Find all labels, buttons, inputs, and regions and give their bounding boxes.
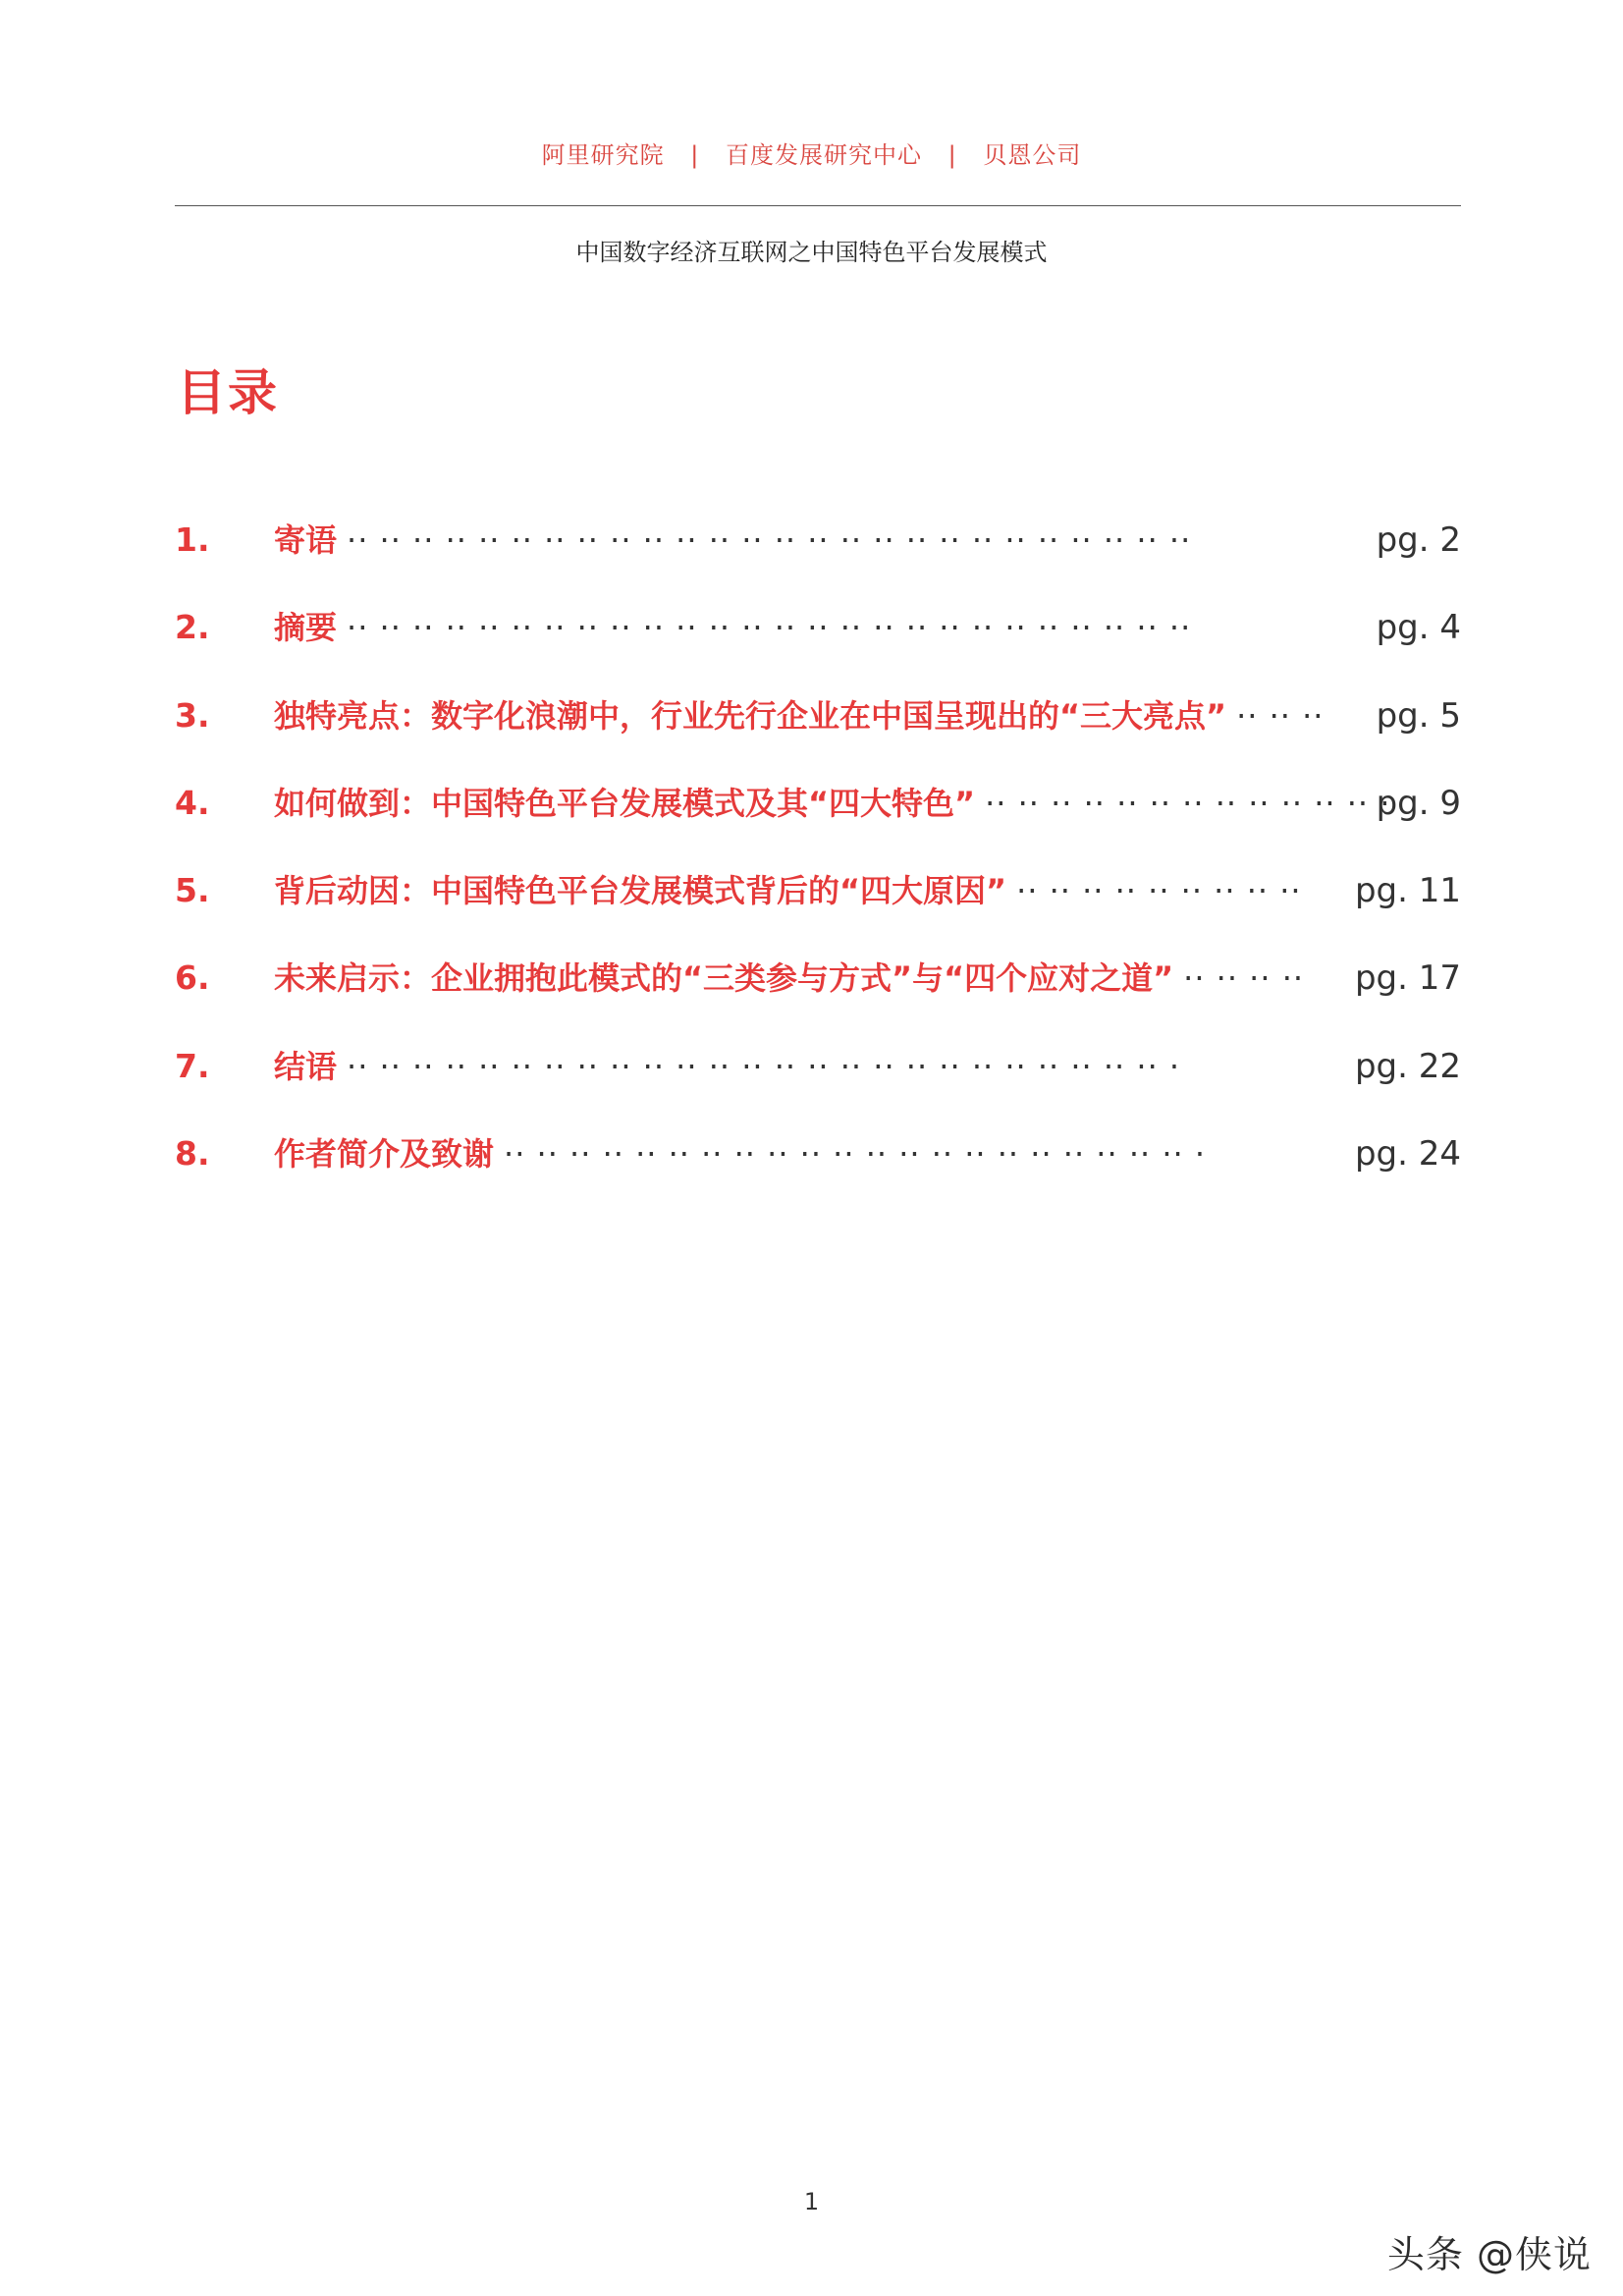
toc-item-page: pg. 22 (1354, 1046, 1461, 1086)
toc-item[interactable] (175, 861, 1461, 949)
header-organizations (0, 136, 1623, 170)
toc-item-label: 背后动因：中国特色平台发展模式背后的“四大原因” ·· ·· ·· ·· ·· ·· ·· ·· ·· (274, 872, 1302, 910)
toc-item-label: 结语 ·· ·· ·· ·· ·· ·· ·· ·· ·· ·· ·· ·· ·· ·· ·· ·· ·· ·· ·· ·· ·· ·· ·· ·· ·· · (274, 1047, 1181, 1085)
org-alibaba-research: 阿里研究院 (541, 141, 665, 169)
toc-item-number: 7. (175, 1046, 210, 1085)
toc-item-leader: ·· ·· ·· ·· ·· ·· ·· ·· ·· (1016, 872, 1302, 910)
toc-item-number: 8. (175, 1134, 210, 1174)
org-separator: | (690, 141, 700, 169)
toc-item-leader: ·· ·· ·· ·· ·· ·· ·· ·· ·· ·· ·· ·· ·· ·· ·· ·· ·· ·· ·· ·· ·· ·· ·· ·· ·· ·· (347, 521, 1192, 559)
toc-item-label: 作者简介及致谢 ·· ·· ·· ·· ·· ·· ·· ·· ·· ·· ·· ·· ·· ·· ·· ·· ·· ·· ·· ·· ·· · (274, 1135, 1207, 1174)
toc-item[interactable] (175, 1037, 1461, 1124)
watermark: 头条 @侠说 (1386, 2233, 1592, 2276)
toc-item-leader: ·· ·· ·· ·· ·· ·· ·· ·· ·· ·· ·· ·· ·· ·· ·· ·· ·· ·· ·· ·· ·· ·· ·· ·· ·· · (347, 1047, 1181, 1085)
toc-item-number: 3. (175, 695, 210, 735)
toc-item-page: pg. 5 (1376, 695, 1461, 736)
toc-item-leader: ·· ·· ·· ·· ·· ·· ·· ·· ·· ·· ·· ·· ·· ·· ·· ·· ·· ·· ·· ·· ·· · (504, 1135, 1207, 1174)
toc-item[interactable] (175, 774, 1461, 861)
toc-item-label: 如何做到：中国特色平台发展模式及其“四大特色” ·· ·· ·· ·· ·· ·· ·· ·· ·· ·· ·· ·· · (274, 784, 1391, 822)
org-separator: | (947, 141, 957, 169)
toc-item[interactable] (175, 511, 1461, 598)
toc-item-page: pg. 17 (1354, 958, 1461, 999)
toc-item-page: pg. 2 (1376, 520, 1461, 560)
toc-item-page: pg. 9 (1376, 783, 1461, 823)
table-of-contents (175, 511, 1461, 1212)
toc-item-leader: ·· ·· ·· ·· (1183, 959, 1305, 998)
toc-item[interactable] (175, 686, 1461, 774)
toc-item[interactable] (175, 598, 1461, 685)
toc-item-number: 4. (175, 783, 210, 822)
toc-item-number: 2. (175, 608, 210, 647)
toc-item-number: 1. (175, 520, 210, 559)
toc-item-leader: ·· ·· ·· ·· ·· ·· ·· ·· ·· ·· ·· ·· · (985, 784, 1391, 822)
toc-item[interactable] (175, 1124, 1461, 1212)
toc-item-page: pg. 24 (1354, 1134, 1461, 1175)
toc-item-label: 寄语 ·· ·· ·· ·· ·· ·· ·· ·· ·· ·· ·· ·· ·· ·· ·· ·· ·· ·· ·· ·· ·· ·· ·· ·· ·· ·· (274, 521, 1192, 559)
toc-item[interactable] (175, 949, 1461, 1036)
toc-item-leader: ·· ·· ·· (1236, 696, 1325, 735)
document-title: 中国数字经济互联网之中国特色平台发展模式 (575, 239, 1048, 266)
org-bain: 贝恩公司 (983, 141, 1082, 169)
toc-item-leader: ·· ·· ·· ·· ·· ·· ·· ·· ·· ·· ·· ·· ·· ·· ·· ·· ·· ·· ·· ·· ·· ·· ·· ·· ·· ·· (347, 609, 1192, 647)
org-baidu-research: 百度发展研究中心 (726, 141, 922, 169)
toc-item-label: 未来启示：企业拥抱此模式的“三类参与方式”与“四个应对之道” ·· ·· ·· ·· (274, 959, 1305, 998)
page-number: 1 (803, 2188, 820, 2215)
toc-item-number: 6. (175, 958, 210, 998)
toc-item-label: 摘要 ·· ·· ·· ·· ·· ·· ·· ·· ·· ·· ·· ·· ·· ·· ·· ·· ·· ·· ·· ·· ·· ·· ·· ·· ·· ·· (274, 609, 1192, 647)
toc-item-label: 独特亮点：数字化浪潮中，行业先行企业在中国呈现出的“三大亮点” ·· ·· ·· (274, 696, 1325, 735)
toc-item-page: pg. 11 (1354, 871, 1461, 911)
toc-heading: 目录 (177, 364, 279, 421)
header-divider (175, 205, 1461, 206)
toc-item-number: 5. (175, 871, 210, 910)
toc-item-page: pg. 4 (1376, 608, 1461, 648)
